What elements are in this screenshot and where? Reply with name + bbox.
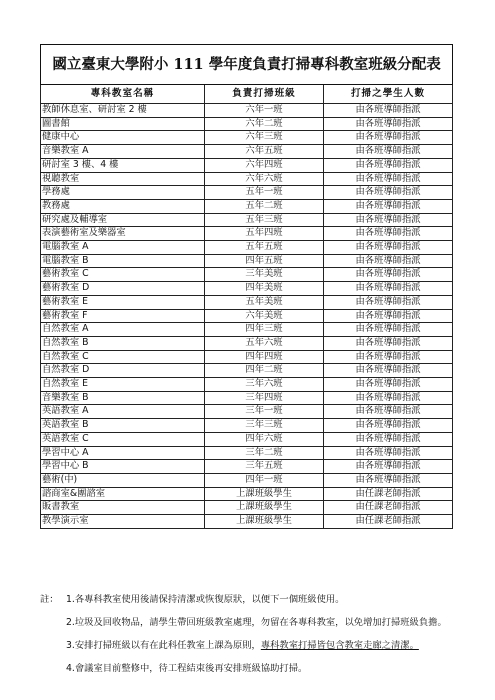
- assign-cell: 由各班導師指派: [324, 350, 453, 364]
- class-cell: 三年一班: [205, 405, 324, 419]
- class-cell: 三年四班: [205, 391, 324, 405]
- assign-cell: 由各班導師指派: [324, 419, 453, 433]
- table-row: [41, 309, 453, 323]
- table-row: [41, 473, 453, 487]
- table-row: [41, 104, 453, 118]
- room-cell: 自然教室 A: [41, 323, 205, 337]
- room-cell: 電腦教室 B: [41, 254, 205, 268]
- table-row: [41, 432, 453, 446]
- assign-cell: 由各班導師指派: [324, 131, 453, 145]
- class-cell: 五年六班: [205, 336, 324, 350]
- assign-cell: 由任課老師指派: [324, 515, 453, 529]
- class-cell: 上課班級學生: [205, 515, 324, 529]
- class-cell: 四年四班: [205, 350, 324, 364]
- assign-cell: 由各班導師指派: [324, 378, 453, 392]
- room-cell: 教師休息室、研討室 2 樓: [41, 104, 205, 118]
- room-cell: 學務處: [41, 186, 205, 200]
- room-cell: 健康中心: [41, 131, 205, 145]
- assign-cell: 由各班導師指派: [324, 405, 453, 419]
- assign-cell: 由各班導師指派: [324, 199, 453, 213]
- class-cell: 四年三班: [205, 323, 324, 337]
- table-row: [41, 145, 453, 159]
- header-room-name: 專科教室名稱: [41, 85, 205, 104]
- class-cell: 四年五班: [205, 254, 324, 268]
- note-4: 4.會議室目前整修中，待工程結束後再安排班級協助打掃。: [66, 663, 308, 674]
- assign-cell: 由各班導師指派: [324, 460, 453, 474]
- assign-cell: 由各班導師指派: [324, 336, 453, 350]
- table-row: [41, 487, 453, 501]
- room-cell: 表演藝術室及樂器室: [41, 227, 205, 241]
- table-row: [41, 391, 453, 405]
- room-cell: 視聽教室: [41, 172, 205, 186]
- table-row: [41, 186, 453, 200]
- assign-cell: 由各班導師指派: [324, 227, 453, 241]
- table-row: [41, 213, 453, 227]
- room-cell: 學習中心 B: [41, 460, 205, 474]
- room-cell: 藝術教室 F: [41, 309, 205, 323]
- class-cell: 四年六班: [205, 432, 324, 446]
- class-cell: 五年二班: [205, 199, 324, 213]
- table-row: [41, 117, 453, 131]
- class-cell: 六年一班: [205, 104, 324, 118]
- room-cell: 英語教室 B: [41, 419, 205, 433]
- table-row: [41, 241, 453, 255]
- assign-cell: 由各班導師指派: [324, 432, 453, 446]
- room-cell: 自然教室 B: [41, 336, 205, 350]
- assign-cell: 由各班導師指派: [324, 213, 453, 227]
- table-row: [41, 378, 453, 392]
- room-cell: 自然教室 D: [41, 364, 205, 378]
- room-cell: 英語教室 C: [41, 432, 205, 446]
- table-row: [41, 295, 453, 309]
- room-cell: 音樂教室 B: [41, 391, 205, 405]
- assign-cell: 由各班導師指派: [324, 241, 453, 255]
- table-row: [41, 323, 453, 337]
- class-cell: 三年五班: [205, 460, 324, 474]
- table-row: [41, 501, 453, 515]
- room-cell: 學習中心 A: [41, 446, 205, 460]
- assign-cell: 由各班導師指派: [324, 254, 453, 268]
- assign-cell: 由各班導師指派: [324, 282, 453, 296]
- room-cell: 研討室 3 樓、4 樓: [41, 158, 205, 172]
- class-cell: 六年五班: [205, 145, 324, 159]
- header-cleaning-class: 負責打掃班級: [205, 85, 324, 104]
- assign-cell: 由各班導師指派: [324, 172, 453, 186]
- class-cell: 四年美班: [205, 282, 324, 296]
- note-2: 2.垃圾及回收物品，請學生帶回班級教室處理，勿留在各專科教室，以免增加打掃班級負擔。: [66, 617, 447, 628]
- room-cell: 圖書館: [41, 117, 205, 131]
- class-cell: 六年三班: [205, 131, 324, 145]
- class-cell: 五年三班: [205, 213, 324, 227]
- room-cell: 音樂教室 A: [41, 145, 205, 159]
- assign-cell: 由各班導師指派: [324, 364, 453, 378]
- assign-cell: 由任課老師指派: [324, 487, 453, 501]
- class-cell: 六年四班: [205, 158, 324, 172]
- table-row: [41, 419, 453, 433]
- table-row: [41, 364, 453, 378]
- assign-cell: 由各班導師指派: [324, 186, 453, 200]
- class-cell: 三年美班: [205, 268, 324, 282]
- table-row: [41, 460, 453, 474]
- room-cell: 藝術教室 E: [41, 295, 205, 309]
- table-row: [41, 254, 453, 268]
- table-row: [41, 282, 453, 296]
- table-row: [41, 172, 453, 186]
- notes-label: 註：: [40, 594, 59, 605]
- room-cell: 教學演示室: [41, 515, 205, 529]
- room-cell: 自然教室 C: [41, 350, 205, 364]
- assign-cell: 由各班導師指派: [324, 117, 453, 131]
- room-cell: 販書教室: [41, 501, 205, 515]
- class-cell: 上課班級學生: [205, 487, 324, 501]
- class-cell: 五年一班: [205, 186, 324, 200]
- table-row: [41, 268, 453, 282]
- table-row: [41, 446, 453, 460]
- table-row: [41, 131, 453, 145]
- class-cell: 六年美班: [205, 309, 324, 323]
- room-cell: 諮商室&團諮室: [41, 487, 205, 501]
- assign-cell: 由各班導師指派: [324, 309, 453, 323]
- room-cell: 教務處: [41, 199, 205, 213]
- assign-cell: 由各班導師指派: [324, 104, 453, 118]
- note-3-main: 3.安排打掃班級以有在此科任教室上課為原則，: [66, 640, 261, 651]
- table-row: [41, 158, 453, 172]
- class-cell: 四年一班: [205, 473, 324, 487]
- class-cell: 三年三班: [205, 419, 324, 433]
- class-cell: 五年美班: [205, 295, 324, 309]
- assign-cell: 由各班導師指派: [324, 158, 453, 172]
- allocation-table: [40, 44, 453, 529]
- class-cell: 六年六班: [205, 172, 324, 186]
- table-row: [41, 515, 453, 529]
- assign-cell: 由各班導師指派: [324, 145, 453, 159]
- header-student-count: 打掃之學生人數: [324, 85, 453, 104]
- assign-cell: 由各班導師指派: [324, 323, 453, 337]
- room-cell: 藝術教室 C: [41, 268, 205, 282]
- table-body: [41, 104, 453, 529]
- class-cell: 三年六班: [205, 378, 324, 392]
- class-cell: 六年二班: [205, 117, 324, 131]
- class-cell: 五年四班: [205, 227, 324, 241]
- class-cell: 五年五班: [205, 241, 324, 255]
- note-3: [66, 638, 419, 654]
- class-cell: 三年二班: [205, 446, 324, 460]
- table-row: [41, 199, 453, 213]
- room-cell: 藝術(中): [41, 473, 205, 487]
- room-cell: 電腦教室 A: [41, 241, 205, 255]
- table-row: [41, 336, 453, 350]
- table-row: [41, 227, 453, 241]
- room-cell: 自然教室 E: [41, 378, 205, 392]
- room-cell: 英語教室 A: [41, 405, 205, 419]
- table-row: [41, 350, 453, 364]
- table-row: [41, 405, 453, 419]
- class-cell: 四年二班: [205, 364, 324, 378]
- note-3-underlined: 專科教室打掃皆包含教室走廊之清潔。: [260, 640, 419, 651]
- assign-cell: 由各班導師指派: [324, 473, 453, 487]
- assign-cell: 由各班導師指派: [324, 268, 453, 282]
- allocation-sheet: [40, 44, 452, 529]
- room-cell: 研究處及輔導室: [41, 213, 205, 227]
- class-cell: 上課班級學生: [205, 501, 324, 515]
- notes-section: [40, 592, 480, 684]
- assign-cell: 由各班導師指派: [324, 391, 453, 405]
- room-cell: 藝術教室 D: [41, 282, 205, 296]
- table-title: 國立臺東大學附小 111 學年度負責打掃專科教室班級分配表: [41, 45, 453, 85]
- assign-cell: 由各班導師指派: [324, 295, 453, 309]
- note-1: 1.各專科教室使用後請保持清潔或恢復原狀，以便下一個班級使用。: [66, 594, 345, 605]
- assign-cell: 由各班導師指派: [324, 446, 453, 460]
- assign-cell: 由任課老師指派: [324, 501, 453, 515]
